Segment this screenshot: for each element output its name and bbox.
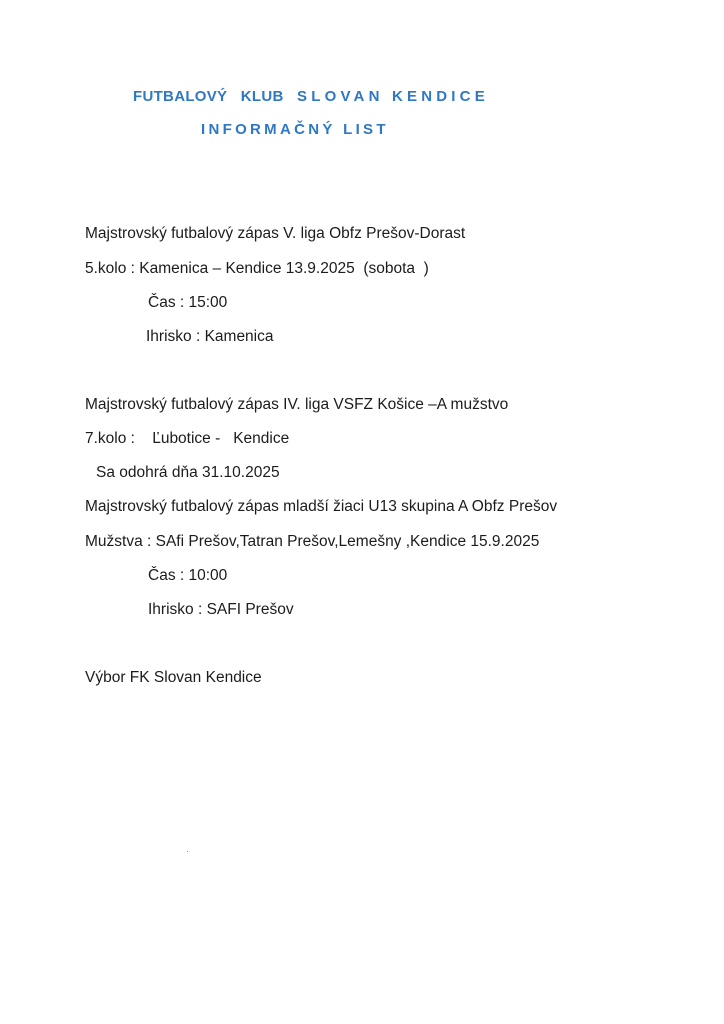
signature-committee: Výbor FK Slovan Kendice <box>85 669 262 686</box>
match1-round: 5.kolo : Kamenica – Kendice 13.9.2025 (sobota ) <box>85 260 429 277</box>
match2-title: Majstrovský futbalový zápas IV. liga VSFZ Košice –A mužstvo <box>85 396 509 413</box>
match3-venue: Ihrisko : SAFI Prešov <box>148 601 294 618</box>
club-name-part1: FUTBALOVÝ KLUB <box>133 88 284 105</box>
match2-round: 7.kolo : Ľubotice - Kendice <box>85 430 290 447</box>
match3-teams: Mužstva : SAfi Prešov,Tatran Prešov,Lemešny ,Kendice 15.9.2025 <box>85 533 540 550</box>
info-sheet-subtitle: INFORMAČNÝ LIST <box>201 121 389 138</box>
match2-note: Sa odohrá dňa 31.10.2025 <box>96 464 280 481</box>
match3-title: Majstrovský futbalový zápas mladší žiaci U13 skupina A Obfz Prešov <box>85 498 558 515</box>
club-name-heading <box>133 88 489 105</box>
match3-time: Čas : 10:00 <box>148 567 228 584</box>
match1-time: Čas : 15:00 <box>148 294 228 311</box>
scan-speck <box>187 851 188 852</box>
club-name-part2: SLOVAN KENDICE <box>297 88 489 105</box>
match1-title: Majstrovský futbalový zápas V. liga Obfz Prešov-Dorast <box>85 225 466 242</box>
match1-venue: Ihrisko : Kamenica <box>146 328 274 345</box>
